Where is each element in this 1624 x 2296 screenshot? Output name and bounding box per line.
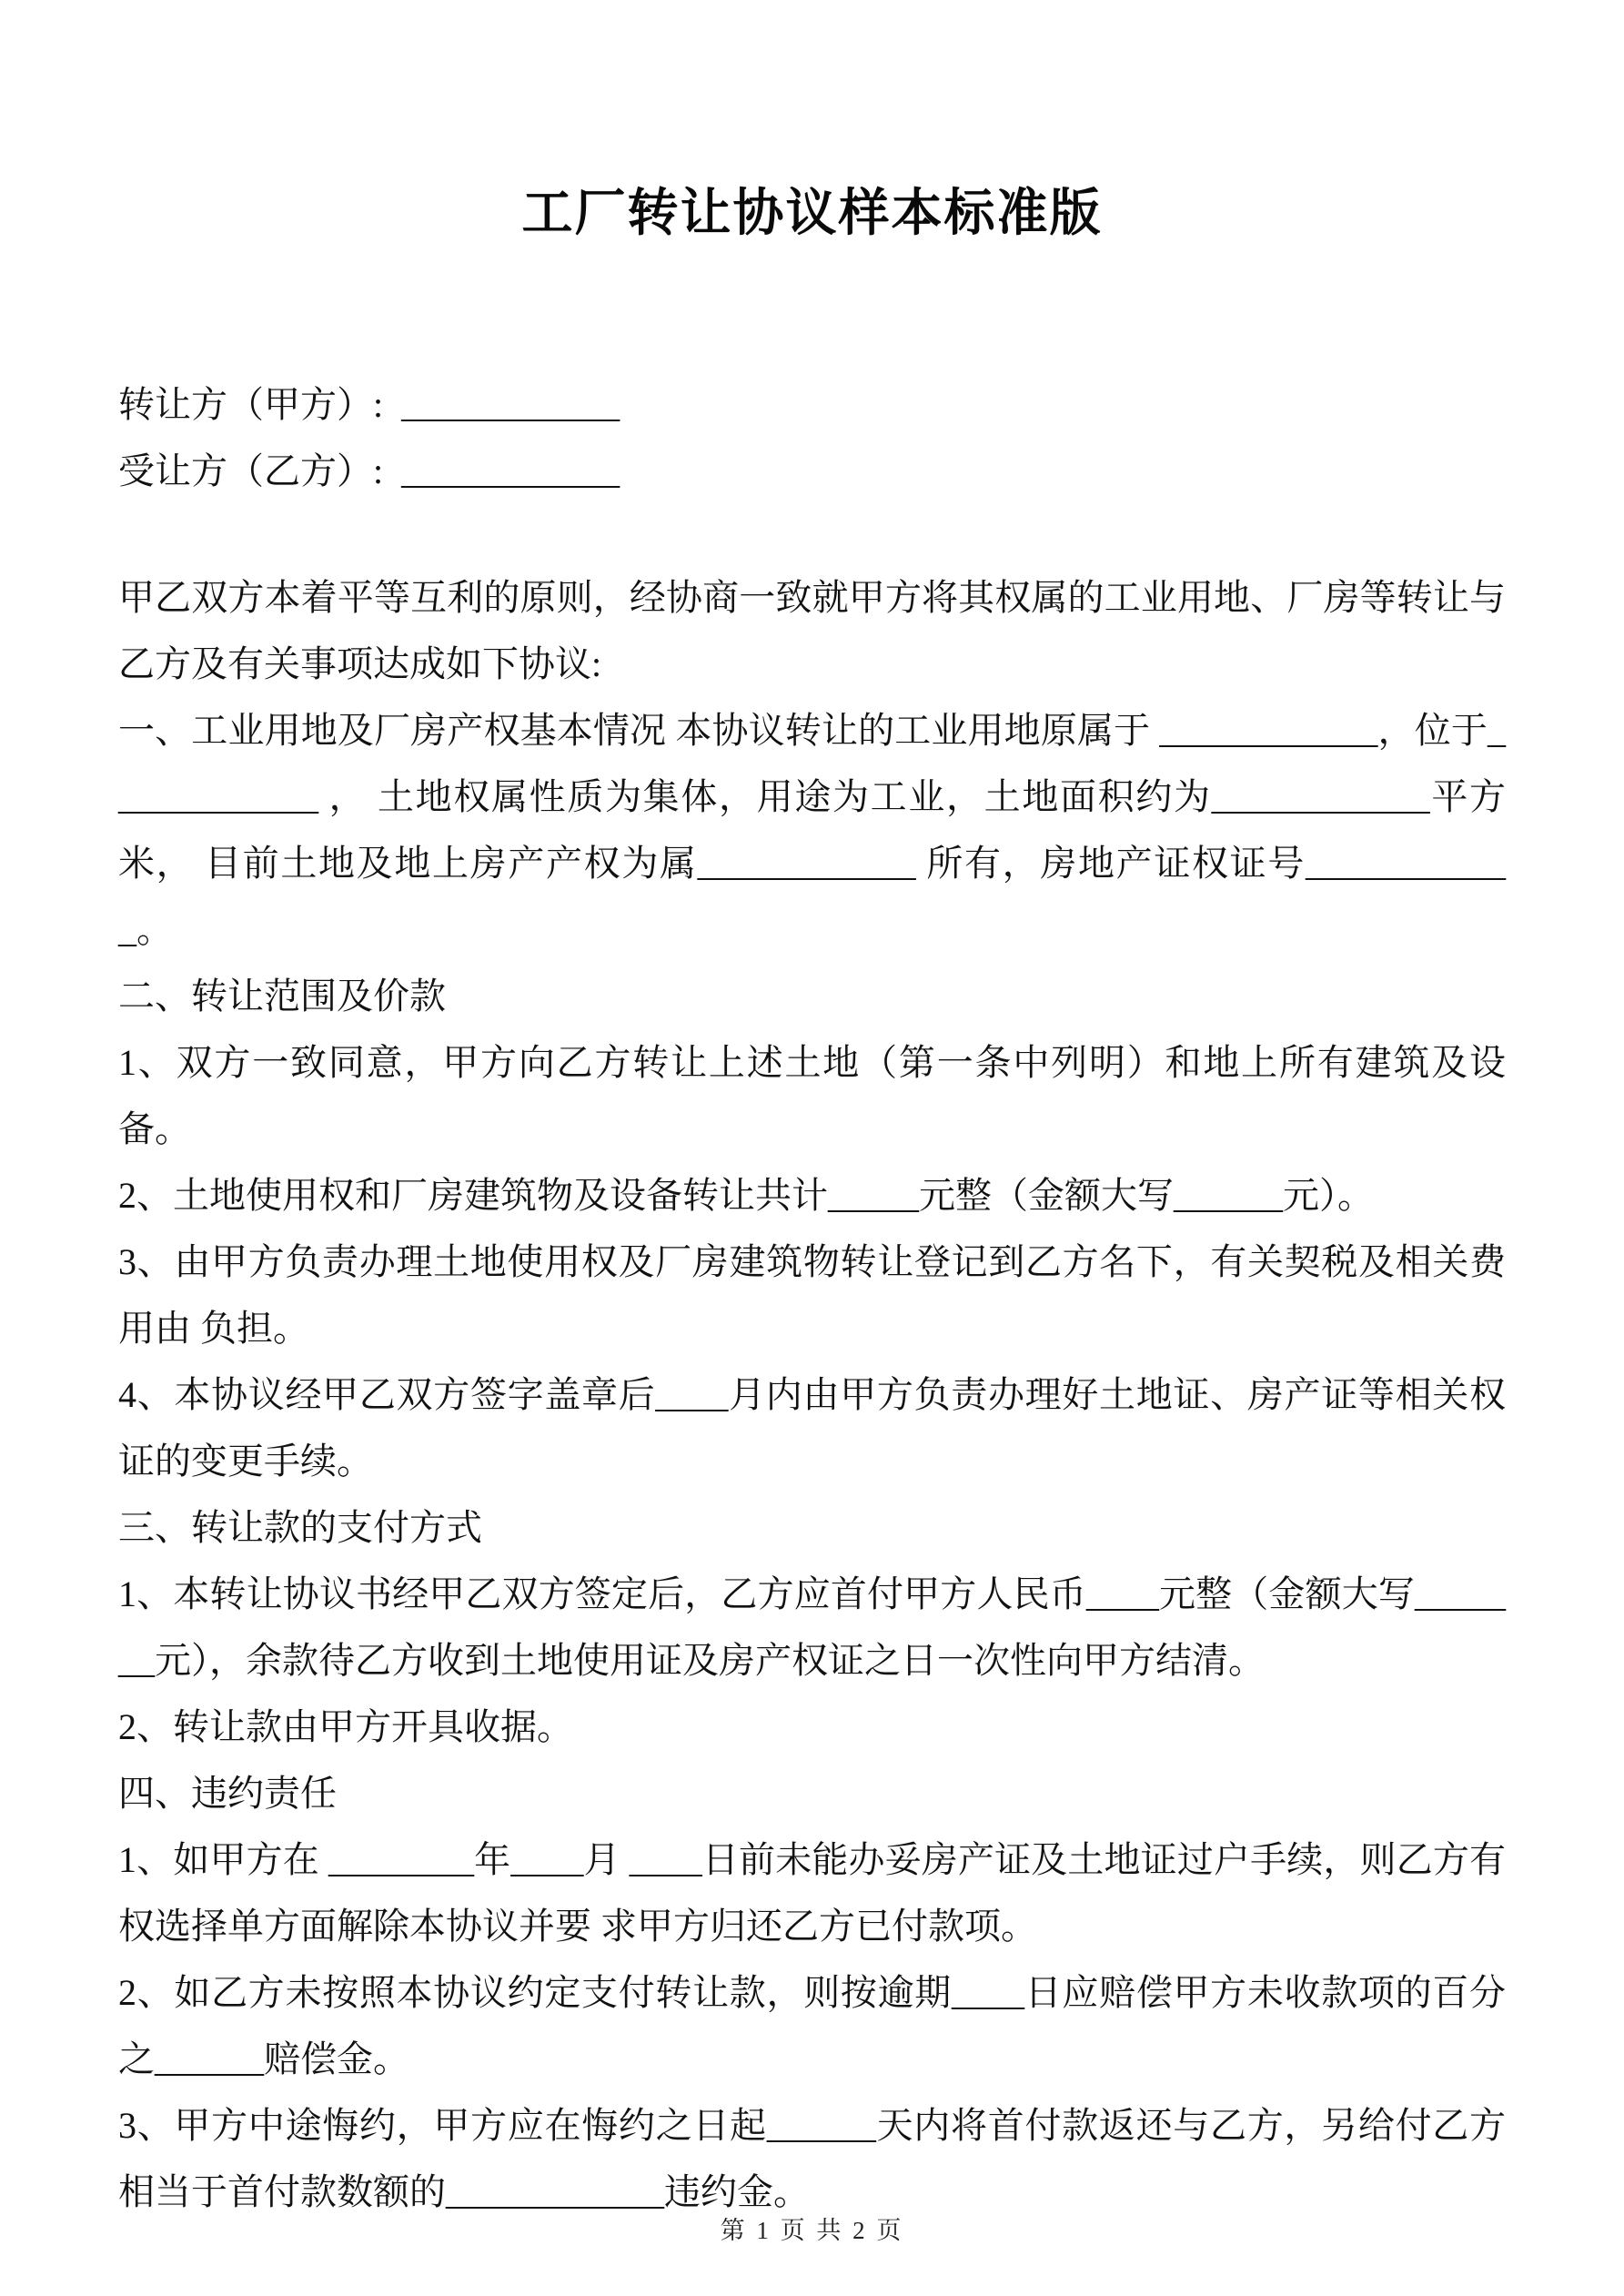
section-2-clause-2: 2、土地使用权和厂房建筑物及设备转让共计_____元整（金额大写______元）。 (118, 1175, 1374, 1216)
footer-page-number: 第 1 页 共 2 页 (720, 2217, 904, 2245)
section-4-clause-3: 3、甲方中途悔约，甲方应在悔约之日起______天内将首付款返还与乙方，另给付乙方相当于首付款数额的____________违约金。 (118, 2105, 1506, 2212)
section-2-clause-1: 1、双方一致同意，甲方向乙方转让上述土地（第一条中列明）和地上所有建筑及设备。 (118, 1042, 1506, 1149)
section-2-heading: 二、转让范围及价款 (118, 976, 446, 1017)
intro-paragraph: 甲乙双方本着平等互利的原则，经协商一致就甲方将其权属的工业用地、厂房等转让与乙方及有关事项达成如下协议: (118, 577, 1506, 684)
section-4-clause-2: 2、如乙方未按照本协议约定支付转让款，则按逾期____日应赔偿甲方未收款项的百分之______赔偿金。 (118, 1972, 1506, 2079)
section-2-clause-3: 3、由甲方负责办理土地使用权及厂房建筑物转让登记到乙方名下，有关契税及相关费用由 负担。 (118, 1241, 1506, 1349)
section-3-clause-2: 2、转让款由甲方开具收据。 (118, 1706, 573, 1747)
party-line-transferee: 受让方（乙方）: ____________ (118, 450, 620, 491)
section-2-clause-4: 4、本协议经甲乙双方签字盖章后____月内由甲方负责办理好土地证、房产证等相关权证的变更手续。 (118, 1374, 1506, 1482)
section-1-paragraph: 一、工业用地及厂房产权基本情况 本协议转让的工业用地原属于 ____________，位于____________ ， 土地权属性质为集体，用途为工业，土地面积约为____________平方米， 目前土地及地上房产产权为属____________ 所有，房地产证权证号____________。 (118, 710, 1506, 950)
party-block (118, 371, 1506, 504)
party-line-transferor: 转让方（甲方）: ____________ (118, 384, 620, 425)
section-4-heading: 四、违约责任 (118, 1773, 337, 1814)
section-3-clause-1: 1、本转让协议书经甲乙双方签定后，乙方应首付甲方人民币____元整（金额大写_______元），余款待乙方收到土地使用证及房产权证之日一次性向甲方结清。 (118, 1573, 1506, 1681)
section-3-heading: 三、转让款的支付方式 (118, 1507, 482, 1548)
page-title: 工厂转让协议样本标准版 (521, 186, 1103, 242)
section-4-clause-1: 1、如甲方在 ________年____月 ____日前未能办妥房产证及土地证过户手续，则乙方有权选择单方面解除本协议并要 求甲方归还乙方已付款项。 (118, 1839, 1506, 1947)
contract-body (118, 564, 1506, 2225)
